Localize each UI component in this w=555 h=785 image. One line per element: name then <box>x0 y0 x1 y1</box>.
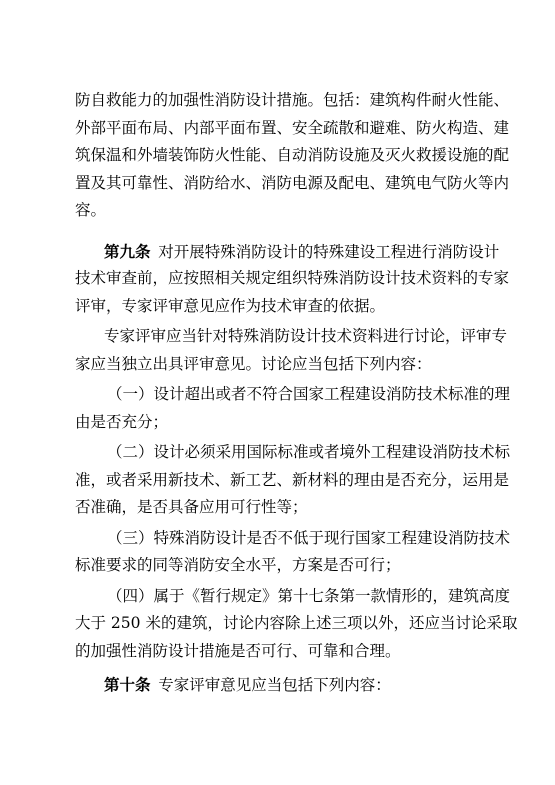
text-line: 容。 <box>75 201 107 219</box>
text-line: 否准确，是否具备应用可行性等； <box>75 498 308 516</box>
article-ten <box>75 671 485 699</box>
text-line: 大于 250 米的建筑，讨论内容除上述三项以外，还应当讨论采取 <box>75 614 518 632</box>
text-line: （四）属于《暂行规定》第十七条第一款情形的，建筑高度 <box>107 586 511 605</box>
document-page <box>75 87 518 699</box>
review-paragraph <box>75 323 508 378</box>
text-line: 筑保温和外墙装饰防火性能、自动消防设施及灭火救援设施的配 <box>75 146 510 164</box>
text-line: 防自救能力的加强性消防设计措施。包括：建筑构件耐火性能、 <box>75 91 510 109</box>
text-line: 标准要求的同等消防安全水平，方案是否可行； <box>75 556 401 574</box>
list-item <box>75 525 511 580</box>
text-line: 技术审查前，应按照相关规定组织特殊消防设计技术资料的专家 <box>75 269 510 287</box>
text-line: 评审，专家评审意见应作为技术审查的依据。 <box>75 296 386 315</box>
list-item <box>75 381 511 436</box>
text-line: （二）设计必须采用国际标准或者境外工程建设消防技术标 <box>107 443 511 461</box>
article-nine <box>75 238 510 321</box>
text-line: 准，或者采用新技术、新工艺、新材料的理由是否充分，运用是 <box>75 470 510 489</box>
article-text: 专家评审意见应当包括下列内容： <box>158 676 391 694</box>
text-line: 家应当独立出具评审意见。讨论应当包括下列内容： <box>75 354 432 373</box>
text-line: 的加强性消防设计措施是否可行、可靠和合理。 <box>75 641 401 660</box>
text-line: 由是否充分； <box>75 412 169 431</box>
text-line: （三）特殊消防设计是否不低于现行国家工程建设消防技术 <box>107 528 511 547</box>
article-heading: 第十条 <box>104 675 151 694</box>
list-item <box>75 583 518 666</box>
text-line <box>75 238 500 266</box>
text-line: 外部平面布局、内部平面布置、安全疏散和避难、防火构造、建 <box>75 118 510 137</box>
list-item <box>75 439 511 522</box>
paragraph-continuation <box>75 87 510 225</box>
article-text: 对开展特殊消防设计的特殊建设工程进行消防设计 <box>158 242 500 261</box>
text-line: （一）设计超出或者不符合国家工程建设消防技术标准的理 <box>107 385 511 403</box>
text-line: 置及其可靠性、消防给水、消防电源及配电、建筑电气防火等内 <box>75 173 510 192</box>
article-heading: 第九条 <box>104 241 151 261</box>
text-line: 专家评审应当针对特殊消防设计技术资料进行讨论，评审专 <box>104 327 508 345</box>
text-line <box>75 671 485 699</box>
